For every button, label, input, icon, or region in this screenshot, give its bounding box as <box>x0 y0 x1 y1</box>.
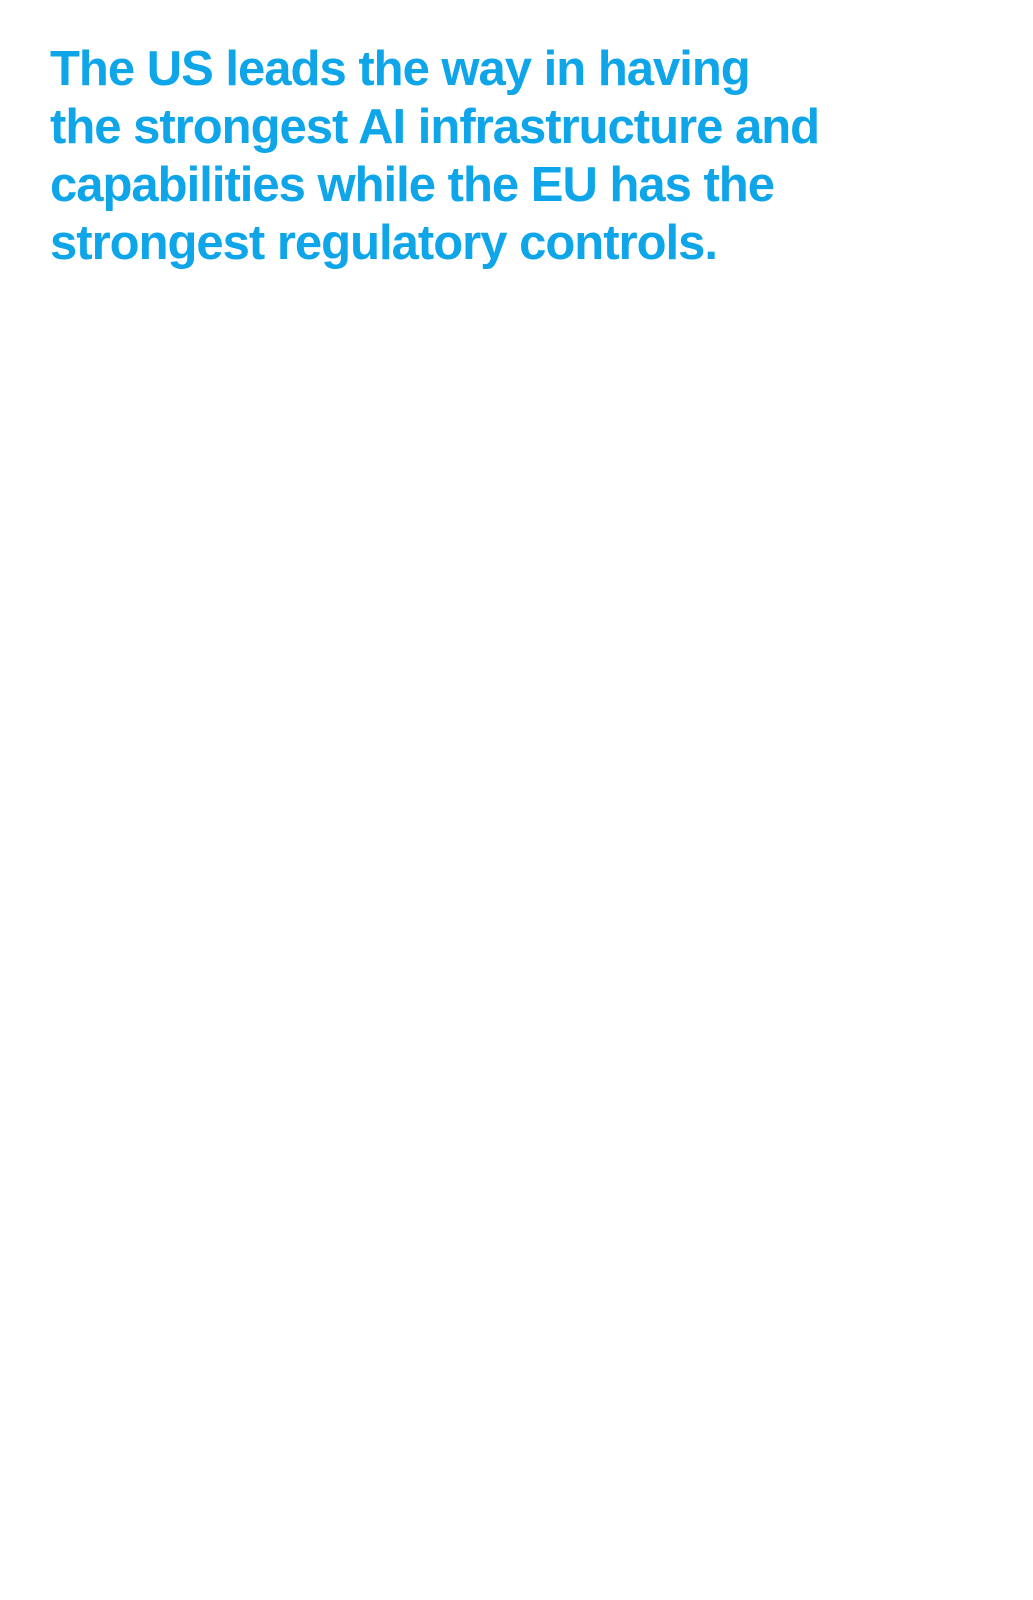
headline-line-4: strongest regulatory controls. <box>50 216 718 270</box>
headline-line-3: capabilities while the EU has the <box>50 158 774 212</box>
headline-line-1: The US leads the way in having <box>50 42 750 96</box>
headline-line-2: the strongest AI infrastructure and <box>50 100 820 154</box>
headline <box>50 40 870 272</box>
